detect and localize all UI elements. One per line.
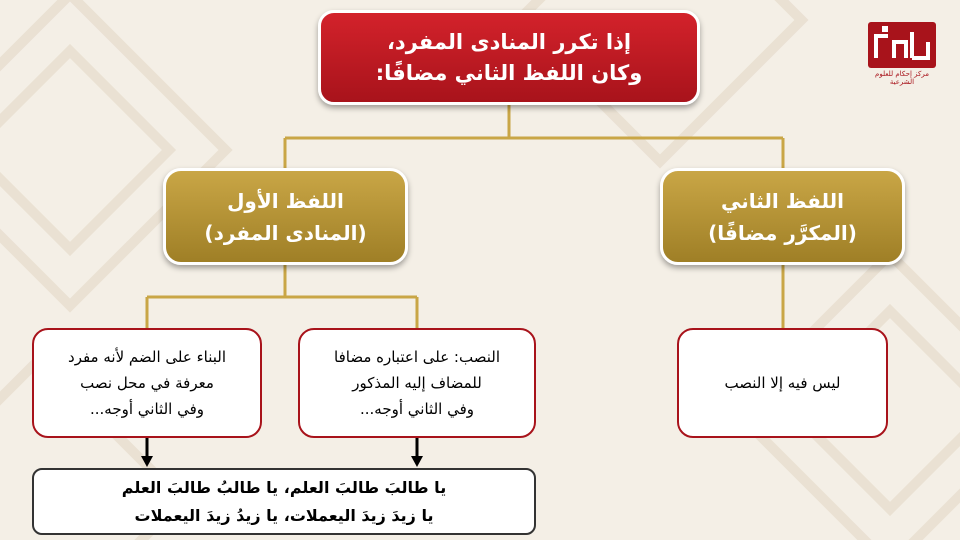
option-nasb-line-1: النصب: على اعتباره مضافا (334, 348, 500, 366)
logo-caption: مركز إحكام للعلوم الشرعية (875, 70, 929, 86)
examples-line-1: يا طالبَ طالبَ العلم، يا طالبُ طالبَ العلم (121, 477, 447, 497)
first-word-line-2: (المنادى المفرد) (204, 220, 367, 245)
second-word-line-2: (المكرَّر مضافًا) (708, 220, 857, 245)
first-word-box (163, 168, 408, 265)
second-word-line-1: اللفظ الثاني (720, 188, 845, 213)
examples-line-2: يا زيدَ زيدَ اليعملات، يا زيدُ زيدَ اليعملات (134, 505, 434, 525)
second-rule-box (677, 328, 888, 438)
option-dhamm-box (32, 328, 262, 438)
option-nasb-line-2: للمضاف إليه المذكور (352, 374, 482, 392)
logo (864, 20, 940, 96)
first-word-line-1: اللفظ الأول (227, 188, 344, 213)
second-word-box (660, 168, 905, 265)
logo-mark-icon (868, 22, 936, 68)
title-box (318, 10, 700, 105)
option-dhamm-line-3: وفي الثاني أوجه... (90, 400, 204, 418)
option-nasb-box (298, 328, 536, 438)
title-line-1: إذا تكرر المنادى المفرد، (386, 29, 632, 54)
option-dhamm-line-1: البناء على الضم لأنه مفرد (68, 348, 226, 366)
second-rule-text: ليس فيه إلا النصب (724, 374, 841, 392)
option-dhamm-line-2: معرفة في محل نصب (80, 374, 214, 392)
examples-box (32, 468, 536, 535)
option-nasb-line-3: وفي الثاني أوجه... (360, 400, 474, 418)
title-line-2: وكان اللفظ الثاني مضافًا: (375, 60, 643, 85)
